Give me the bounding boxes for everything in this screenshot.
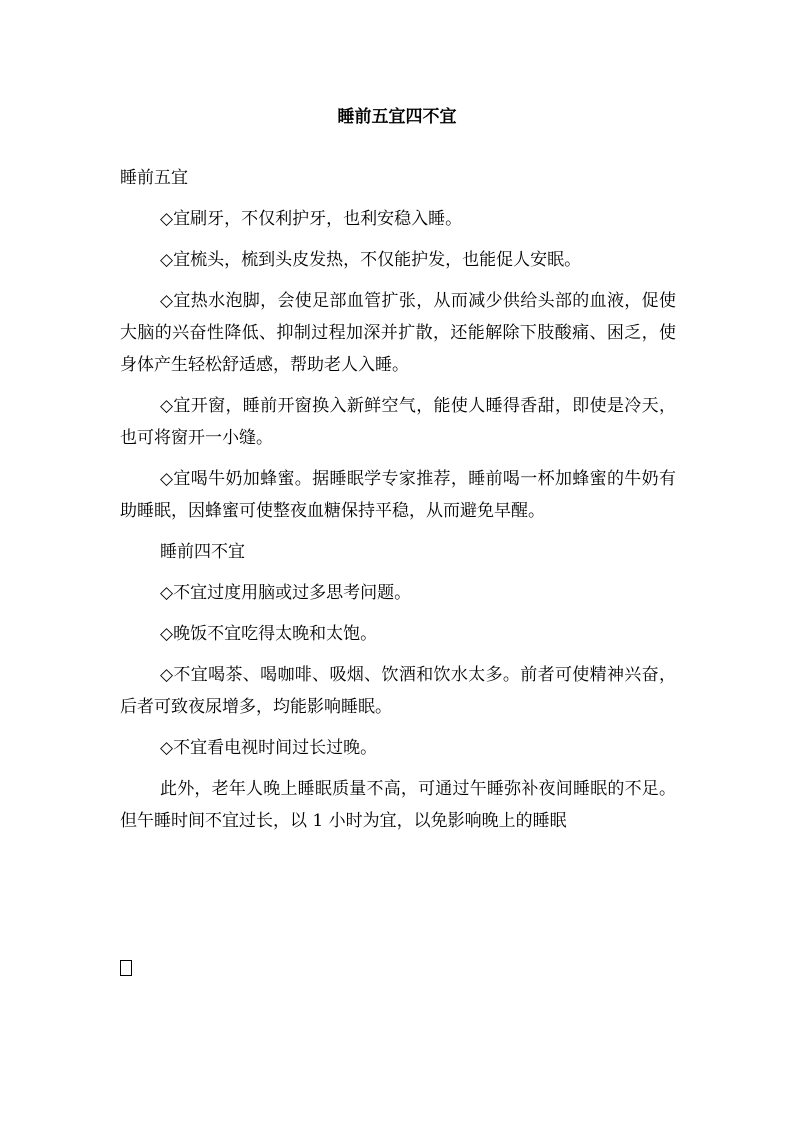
missing-glyph-box <box>120 960 132 976</box>
paragraph-stimulants: ◇不宜喝茶、喝咖啡、吸烟、饮酒和饮水太多。前者可使精神兴奋，后者可致夜尿增多，均能影响睡眠。 <box>120 665 676 717</box>
document-title: 睡前五宜四不宜 <box>337 107 457 127</box>
paragraph-overthinking: ◇不宜过度用脑或过多思考问题。 <box>160 583 412 603</box>
section-heading-four-donts: 睡前四不宜 <box>160 542 245 562</box>
paragraph-foot-soak: ◇宜热水泡脚，会使足部血管扩张，从而减少供给头部的血液，促使大脑的兴奋性降低、抑制过程加深并扩散，还能解除下肢酸痛、困乏，使身体产生轻松舒适感，帮助老人入睡。 <box>120 291 676 375</box>
paragraph-late-dinner: ◇晚饭不宜吃得太晚和太饱。 <box>160 624 378 644</box>
paragraph-milk-honey: ◇宜喝牛奶加蜂蜜。据睡眠学专家推荐，睡前喝一杯加蜂蜜的牛奶有助睡眠，因蜂蜜可使整夜血糖保持平稳，从而避免早醒。 <box>120 469 676 521</box>
paragraph-tv: ◇不宜看电视时间过长过晚。 <box>160 738 378 758</box>
document-body <box>120 162 676 846</box>
section-heading-five-dos: 睡前五宜 <box>120 168 188 188</box>
paragraph-closing: 此外，老年人晚上睡眠质量不高，可通过午睡弥补夜间睡眠的不足。但午睡时间不宜过长，以 1 小时为宜，以免影响晚上的睡眠 <box>120 779 676 831</box>
paragraph-open-window: ◇宜开窗，睡前开窗换入新鲜空气，能使人睡得香甜，即使是冷天，也可将窗开一小缝。 <box>120 396 676 448</box>
paragraph-comb-hair: ◇宜梳头，梳到头皮发热，不仅能护发，也能促人安眠。 <box>160 250 582 270</box>
paragraph-brush-teeth: ◇宜刷牙，不仅利护牙，也利安稳入睡。 <box>160 209 463 229</box>
